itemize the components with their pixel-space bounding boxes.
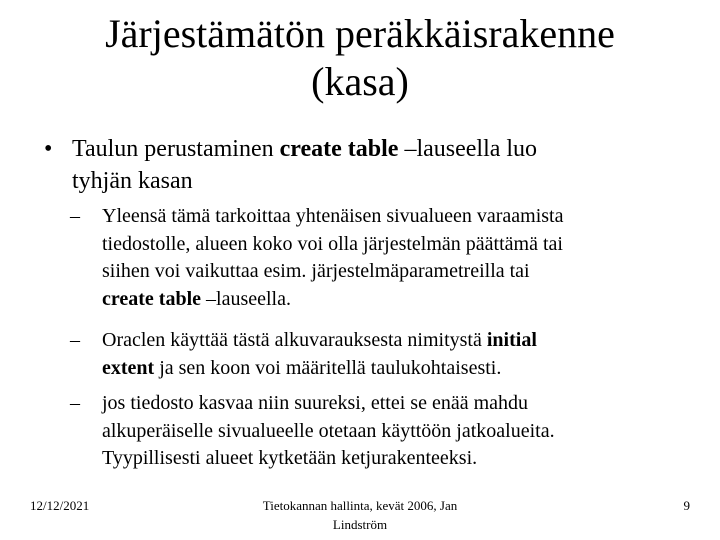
sub-bullet-3-line-2: alkuperäiselle sivualueelle otetaan käyttöön jatkoalueita. bbox=[102, 419, 555, 442]
sub-bullet-3-line-3: Tyypillisesti alueet kytketään ketjurakenteeksi. bbox=[102, 447, 478, 469]
sub-bullet-1-text bbox=[102, 203, 672, 313]
dash-marker: – bbox=[70, 392, 80, 414]
main-bullet-line-2: tyhjän kasan bbox=[72, 168, 193, 194]
slide-title bbox=[40, 10, 680, 106]
bullet-marker: • bbox=[44, 136, 53, 162]
footer-course-line-2: Lindström bbox=[332, 517, 388, 532]
text-run: Taulun perustaminen bbox=[72, 136, 280, 162]
sub-bullet-2-line-1 bbox=[102, 327, 672, 355]
footer-course bbox=[230, 496, 490, 534]
text-run: ja sen koon voi määritellä taulukohtaisesti. bbox=[154, 356, 502, 379]
keyword-create-table: create table bbox=[279, 136, 399, 162]
sub-bullet-1-line-4 bbox=[102, 286, 672, 314]
sub-bullet-2-line-2 bbox=[102, 355, 672, 383]
text-run: –lauseella. bbox=[201, 287, 291, 310]
keyword-extent: extent bbox=[102, 356, 155, 379]
main-bullet-text bbox=[72, 133, 682, 197]
text-run: Oraclen käyttää tästä alkuvarauksesta nimitystä bbox=[102, 329, 487, 351]
dash-marker: – bbox=[70, 329, 80, 351]
text-run: –lauseella luo bbox=[398, 136, 538, 162]
dash-marker: – bbox=[70, 205, 80, 227]
sub-bullet-1-line-2: tiedostolle, alueen koko voi olla järjestelmän päättämä tai bbox=[102, 232, 563, 255]
title-line-1: Järjestämätön peräkkäisrakenne bbox=[105, 11, 615, 56]
keyword-create-table: create table bbox=[102, 287, 202, 310]
sub-bullet-1-line-1: Yleensä tämä tarkoittaa yhtenäisen sivualueen varaamista bbox=[102, 205, 564, 227]
title-line-2: (kasa) bbox=[311, 59, 409, 104]
main-bullet-line-1 bbox=[72, 133, 682, 165]
sub-bullet-3-text bbox=[102, 390, 672, 473]
sub-bullet-2-text bbox=[102, 327, 672, 382]
footer-page-number: 9 bbox=[683, 498, 690, 513]
footer-date: 12/12/2021 bbox=[30, 498, 90, 513]
keyword-initial: initial bbox=[486, 329, 537, 351]
sub-bullet-1-line-3: siihen voi vaikuttaa esim. järjestelmäparametreilla tai bbox=[102, 260, 530, 282]
sub-bullet-3-line-1: jos tiedosto kasvaa niin suureksi, ettei se enää mahdu bbox=[102, 392, 529, 414]
footer-course-line-1: Tietokannan hallinta, kevät 2006, Jan bbox=[262, 498, 458, 513]
